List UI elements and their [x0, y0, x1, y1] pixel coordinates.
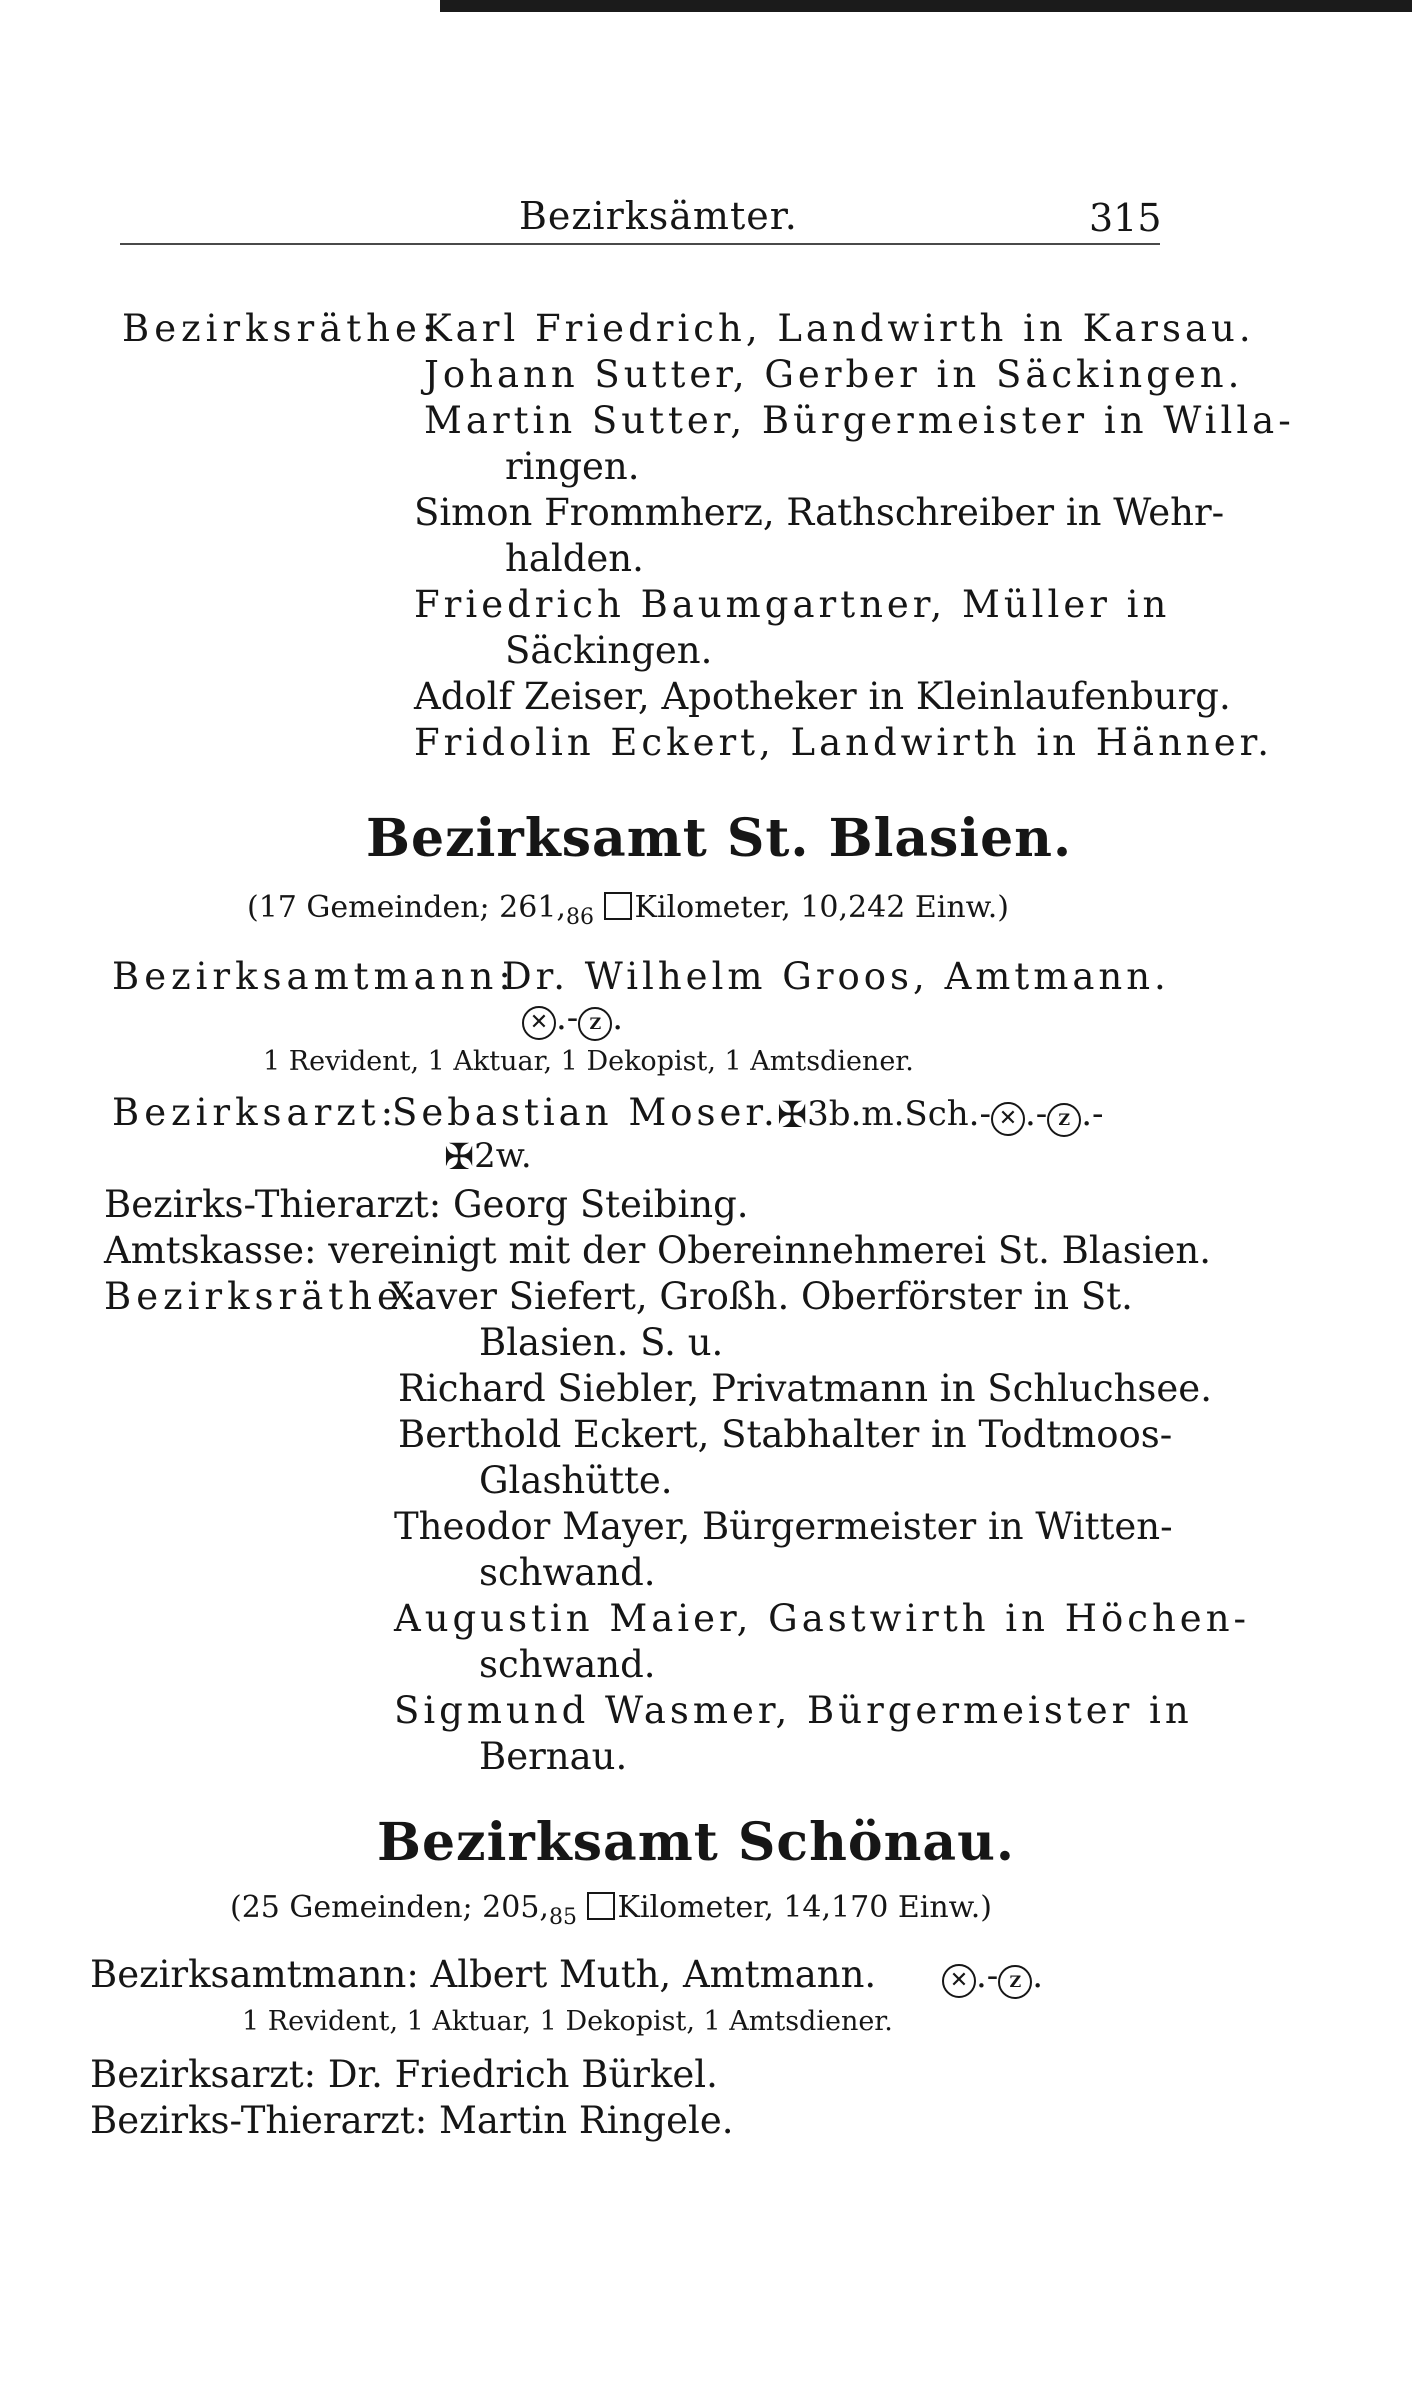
bezirksraethe-label: Bezirksräthe: [104, 1275, 422, 1318]
list-item: Karl Friedrich, Landwirth in Karsau. [424, 307, 1255, 350]
list-item: Theodor Mayer, Bürgermeister in Witten- [394, 1505, 1173, 1548]
cross-order-icon: ✕ [942, 1964, 976, 1998]
medal-icon: Z [1047, 1103, 1081, 1137]
section-heading-st-blasien: Bezirksamt St. Blasien. [366, 808, 1073, 869]
district-stats [247, 890, 1009, 930]
order-text: 3b.m.Sch.- [807, 1094, 991, 1134]
cross-order-icon: ✕ [522, 1006, 556, 1040]
page-number: 315 [1089, 196, 1162, 240]
stats-subscript: 85 [548, 1905, 577, 1930]
bezirksarzt-value: Sebastian Moser. [392, 1091, 779, 1134]
list-item-continuation: Blasien. S. u. [479, 1321, 724, 1364]
list-item: Richard Siebler, Privatmann in Schluchsee. [398, 1367, 1212, 1410]
list-item: Sigmund Wasmer, Bürgermeister in [394, 1689, 1193, 1732]
order-badges: ✕ .- Z . [942, 1956, 1043, 1999]
list-item-continuation: Bernau. [479, 1735, 628, 1778]
square-icon [604, 892, 632, 920]
bezirksraethe-label: Bezirksräthe: [122, 307, 440, 350]
order-badges [444, 1136, 532, 1178]
list-item-continuation: Säckingen. [505, 629, 713, 672]
bezirksamtmann-label: Bezirksamtmann: [112, 955, 516, 998]
list-item-continuation: Glashütte. [479, 1459, 673, 1502]
list-item: Fridolin Eckert, Landwirth in Hänner. [414, 721, 1274, 764]
bezirksamtmann-line: Bezirksamtmann: Albert Muth, Amtmann. [90, 1953, 877, 1996]
stats-text: (17 Gemeinden; 261, [247, 890, 566, 925]
list-item-continuation: halden. [505, 537, 644, 580]
stats-text: Kilometer, 10,242 Einw.) [634, 890, 1010, 925]
stats-text: Kilometer, 14,170 Einw.) [617, 1890, 993, 1925]
medal-icon: Z [578, 1007, 612, 1041]
list-item-continuation: schwand. [479, 1551, 656, 1594]
square-icon [587, 1892, 615, 1920]
list-item-continuation: schwand. [479, 1643, 656, 1686]
medal-icon: Z [998, 1965, 1032, 1999]
stats-text: (25 Gemeinden; 205, [230, 1890, 549, 1925]
top-edge-bar [440, 0, 1412, 12]
list-item: Friedrich Baumgartner, Müller in [414, 583, 1171, 626]
staff-line: 1 Revident, 1 Aktuar, 1 Dekopist, 1 Amtsdiener. [242, 2006, 893, 2037]
list-item: Berthold Eckert, Stabhalter in Todtmoos- [398, 1413, 1173, 1456]
bezirksamtmann-value: Dr. Wilhelm Groos, Amtmann. [502, 955, 1170, 998]
district-stats [230, 1890, 992, 1930]
cross-order-icon: ✕ [991, 1102, 1025, 1136]
list-item: Johann Sutter, Gerber in Säckingen. [424, 353, 1244, 396]
order-badges: ✕ .- Z . [522, 998, 623, 1041]
list-item-continuation: ringen. [505, 445, 640, 488]
amtskasse-line: Amtskasse: vereinigt mit der Obereinnehmerei St. Blasien. [104, 1229, 1212, 1272]
list-item: Simon Frommherz, Rathschreiber in Wehr- [414, 491, 1225, 534]
list-item: Augustin Maier, Gastwirth in Höchen- [394, 1597, 1251, 1640]
header-rule [120, 243, 1160, 245]
bezirksarzt-label: Bezirksarzt: [112, 1091, 399, 1134]
iron-cross-icon: ✠ [444, 1137, 475, 1178]
bezirks-thierarzt-line: Bezirks-Thierarzt: Martin Ringele. [90, 2099, 734, 2142]
running-head: Bezirksämter. [519, 194, 798, 238]
list-item: Martin Sutter, Bürgermeister in Willa- [424, 399, 1295, 442]
bezirks-thierarzt-line: Bezirks-Thierarzt: Georg Steibing. [104, 1183, 749, 1226]
order-badges: ✠3b.m.Sch.- ✕ .- Z .- [777, 1094, 1104, 1136]
list-item: Adolf Zeiser, Apotheker in Kleinlaufenburg. [414, 675, 1231, 718]
section-heading-schoenau: Bezirksamt Schönau. [377, 1812, 1015, 1873]
list-item: Xaver Siefert, Großh. Oberförster in St. [388, 1275, 1133, 1318]
order-text: 2w. [474, 1136, 532, 1176]
staff-line: 1 Revident, 1 Aktuar, 1 Dekopist, 1 Amtsdiener. [263, 1046, 914, 1077]
stats-subscript: 86 [565, 905, 594, 930]
star-order-icon: ✠ [777, 1095, 808, 1136]
bezirksarzt-line: Bezirksarzt: Dr. Friedrich Bürkel. [90, 2053, 718, 2096]
